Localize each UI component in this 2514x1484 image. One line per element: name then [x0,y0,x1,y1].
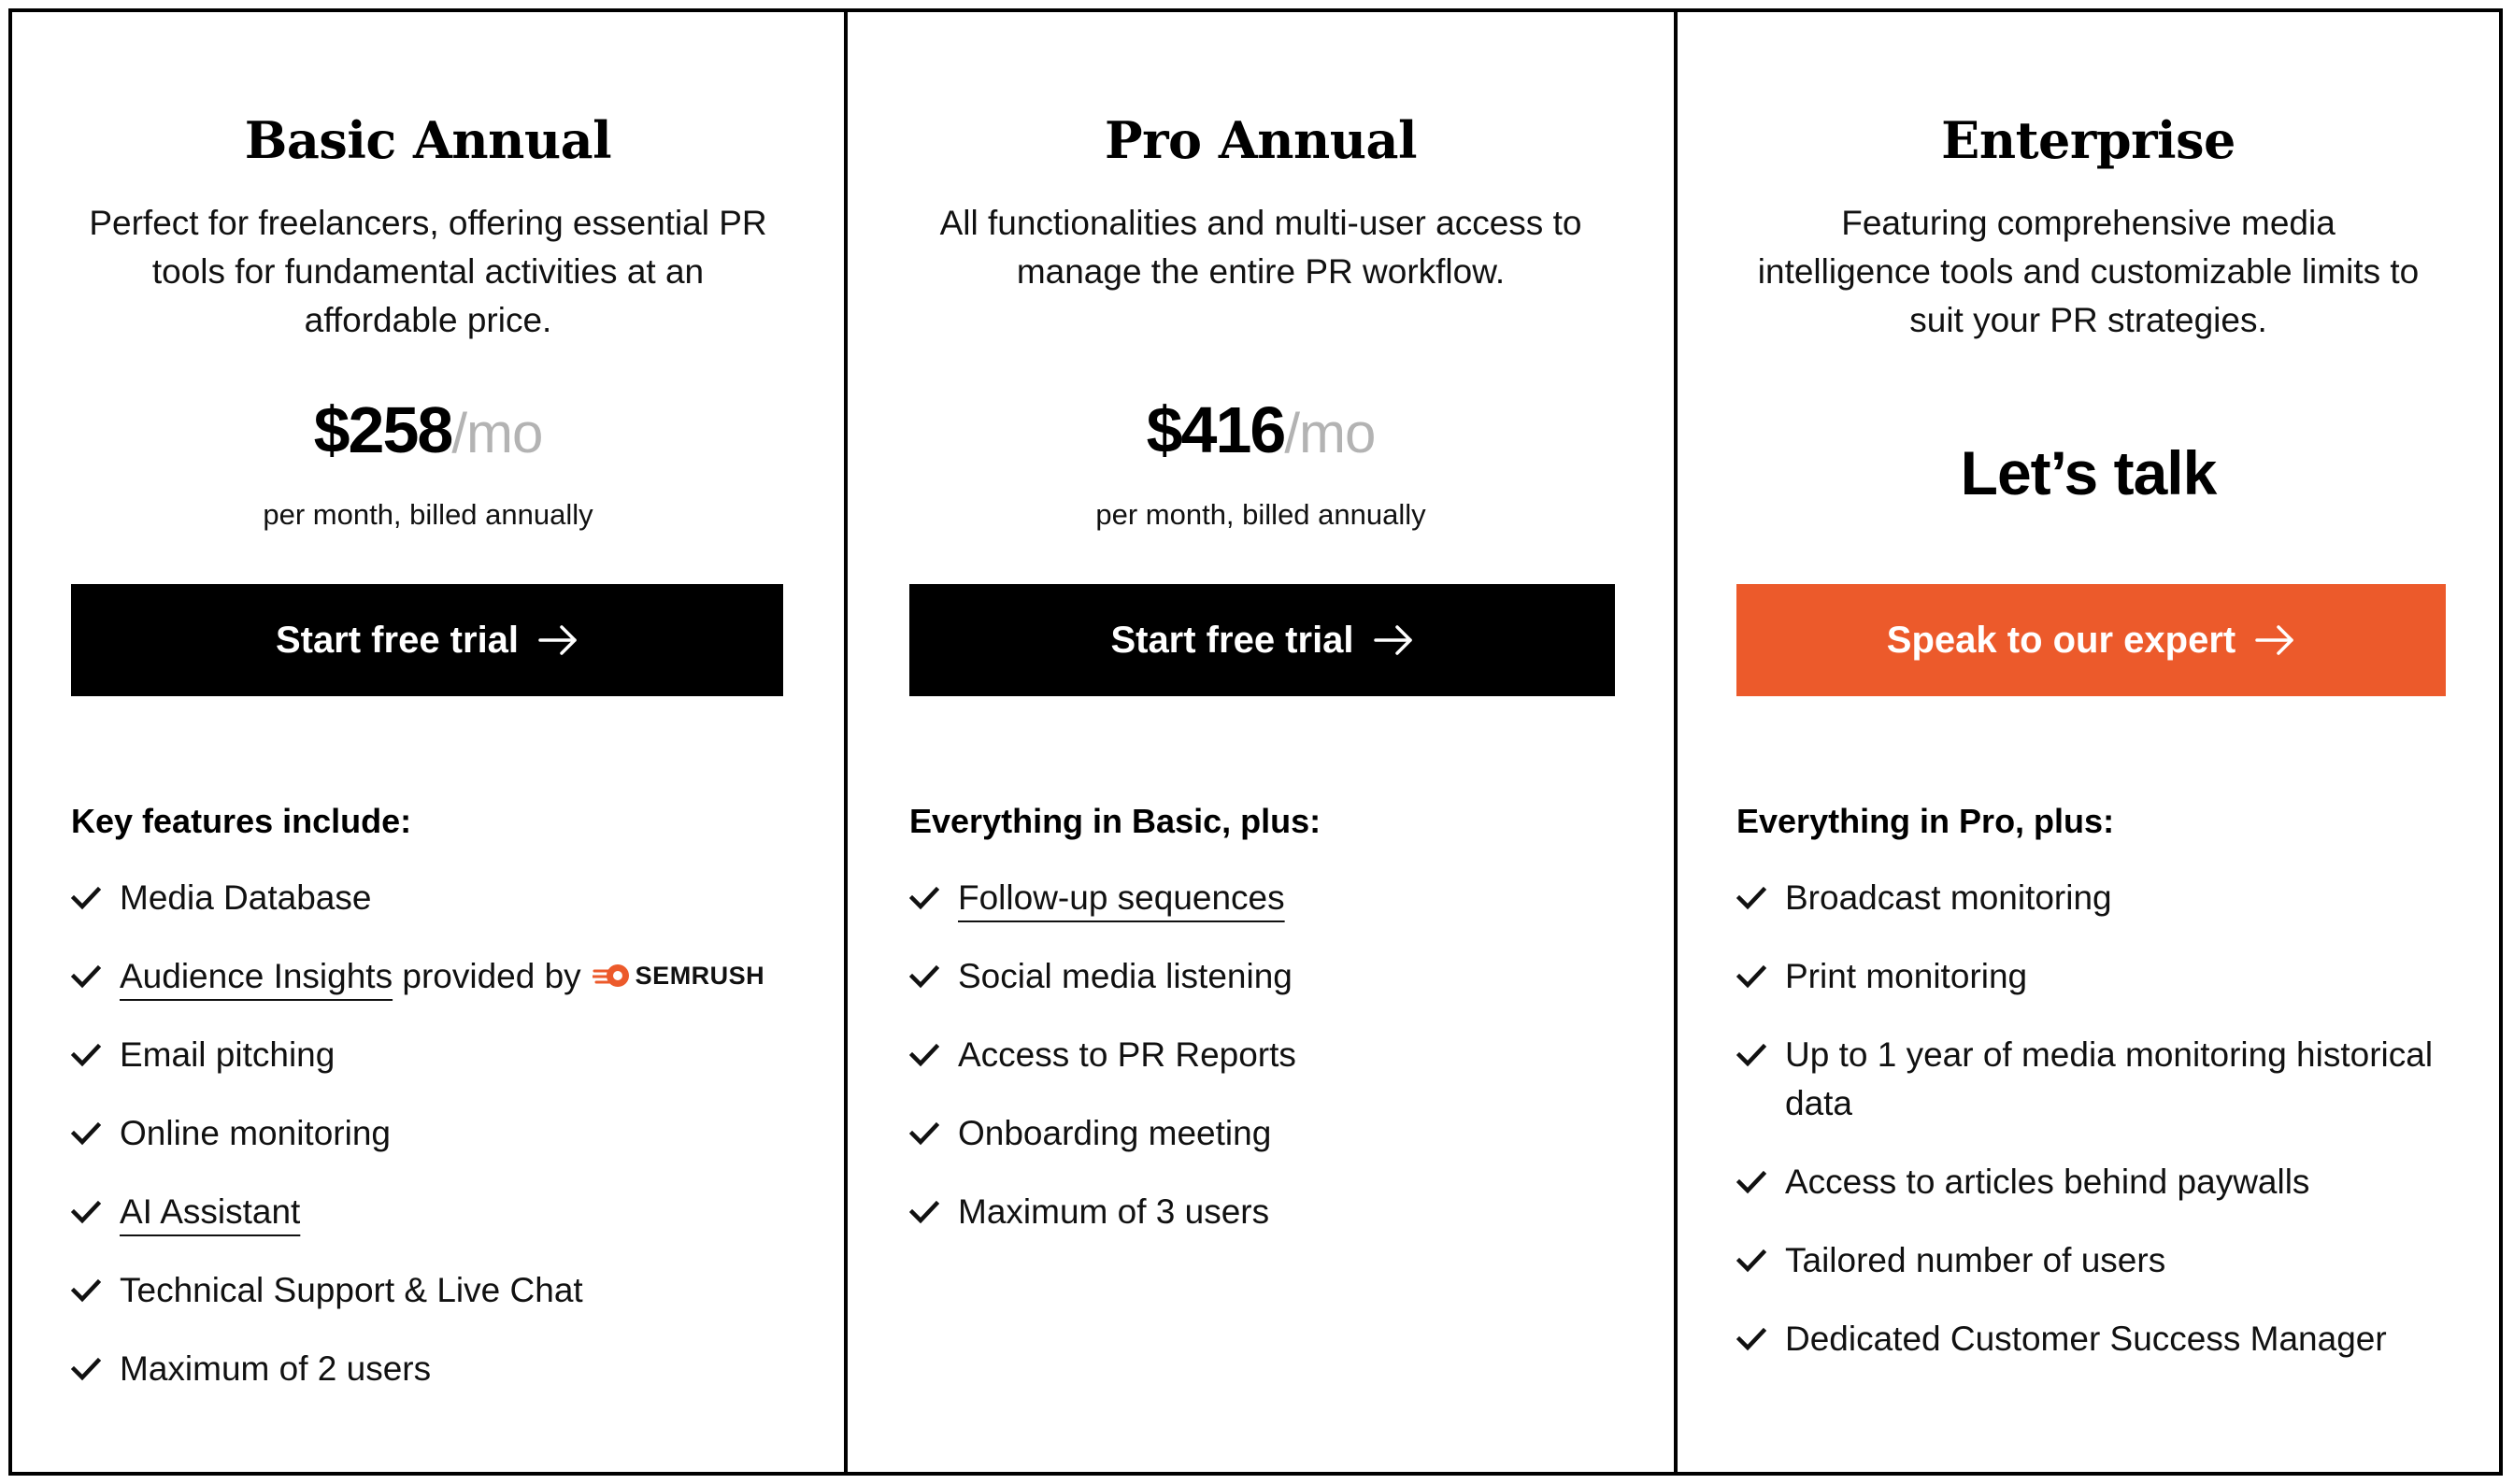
feature-item [71,1109,797,1158]
plan-title: Basic Annual [244,110,612,170]
plan-card-pro-annual [844,12,1674,1472]
feature-item [909,874,1627,922]
feature-item [71,1266,797,1315]
feature-text: Up to 1 year of media monitoring historical data [1785,1035,2434,1122]
check-icon [71,1345,101,1393]
plan-description: All functionalities and multi-user access to manage the entire PR workflow. [939,204,1582,291]
check-icon [909,952,939,1001]
price-amount: $258 [313,393,452,466]
feature-suffix: provided by [393,957,581,995]
pricing-table [8,8,2503,1476]
button-label: Speak to our expert [1886,619,2236,661]
check-icon [909,1188,939,1236]
start-free-trial-button[interactable] [909,584,1615,696]
feature-item [71,952,797,1001]
feature-item [1736,952,2452,1001]
semrush-logo-text: SEMRUSH [635,962,765,991]
feature-text: Media Database [120,878,372,917]
billing-note: per month, billed annually [263,498,593,531]
price [12,391,844,488]
check-icon [1736,1315,1766,1363]
feature-item [71,1345,797,1393]
price-unit: /mo [451,402,543,464]
feature-text: Onboarding meeting [958,1114,1272,1152]
check-icon [909,1031,939,1079]
price [848,391,1674,488]
feature-text [120,1188,300,1236]
check-icon [71,1031,101,1079]
feature-list [909,874,1627,1266]
follow-up-sequences-link[interactable]: Follow-up sequences [958,878,1285,917]
feature-item [71,1031,797,1079]
billing-note: per month, billed annually [1095,498,1426,531]
feature-text [120,952,764,1001]
price-unit: /mo [1284,402,1376,464]
feature-list [1736,874,2452,1393]
feature-text: Social media listening [958,957,1293,995]
feature-text: Dedicated Customer Success Manager [1785,1320,2387,1358]
price-amount: $416 [1146,393,1285,466]
ai-assistant-link[interactable]: AI Assistant [120,1192,301,1231]
check-icon [1736,952,1766,1001]
feature-text: Access to articles behind paywalls [1785,1163,2310,1201]
start-free-trial-button[interactable] [71,584,783,696]
feature-text: Maximum of 2 users [120,1349,432,1388]
plan-description: Featuring comprehensive media intelligence tools and customizable limits to suit your PR strategies. [1757,204,2420,339]
feature-item [909,1188,1627,1236]
feature-item [909,952,1627,1001]
audience-insights-link[interactable]: Audience Insights [120,957,393,995]
check-icon [1736,1236,1766,1285]
check-icon [1736,874,1766,922]
plan-description: Perfect for freelancers, offering essential PR tools for fundamental activities at an affordable price. [89,204,767,339]
feature-text: Technical Support & Live Chat [120,1271,583,1309]
feature-item [1736,1031,2452,1128]
feature-text: Online monitoring [120,1114,391,1152]
feature-text: Tailored number of users [1785,1241,2166,1279]
price-contact-text: Let’s talk [1960,438,2217,507]
arrow-right-icon [1373,624,1414,656]
feature-text: Access to PR Reports [958,1035,1296,1074]
speak-to-expert-button[interactable] [1736,584,2446,696]
check-icon [909,1109,939,1158]
plan-card-basic-annual [12,12,844,1472]
arrow-right-icon [537,624,579,656]
feature-item [71,874,797,922]
features-heading: Everything in Basic, plus: [909,802,1321,840]
arrow-right-icon [2254,624,2295,656]
button-label: Start free trial [275,619,520,661]
check-icon [1736,1158,1766,1206]
feature-text: Maximum of 3 users [958,1192,1270,1231]
feature-item [71,1188,797,1236]
plan-card-enterprise [1674,12,2499,1472]
feature-item [909,1031,1627,1079]
feature-item [1736,874,2452,922]
feature-item [1736,1315,2452,1363]
check-icon [1736,1031,1766,1079]
features-heading: Everything in Pro, plus: [1736,802,2115,840]
features-heading: Key features include: [71,802,412,840]
semrush-logo [593,962,765,990]
feature-item [1736,1236,2452,1285]
feature-text: Print monitoring [1785,957,2028,995]
feature-text [958,874,1285,922]
check-icon [909,874,939,922]
feature-text: Email pitching [120,1035,336,1074]
feature-item [1736,1158,2452,1206]
plan-title: Pro Annual [1104,110,1418,170]
check-icon [71,1266,101,1315]
check-icon [71,874,101,922]
plan-title: Enterprise [1941,110,2235,170]
semrush-logo-icon [593,962,632,990]
feature-item [909,1109,1627,1158]
check-icon [71,1188,101,1236]
check-icon [71,1109,101,1158]
feature-list [71,874,797,1423]
check-icon [71,952,101,1001]
feature-text: Broadcast monitoring [1785,878,2112,917]
button-label: Start free trial [1110,619,1354,661]
